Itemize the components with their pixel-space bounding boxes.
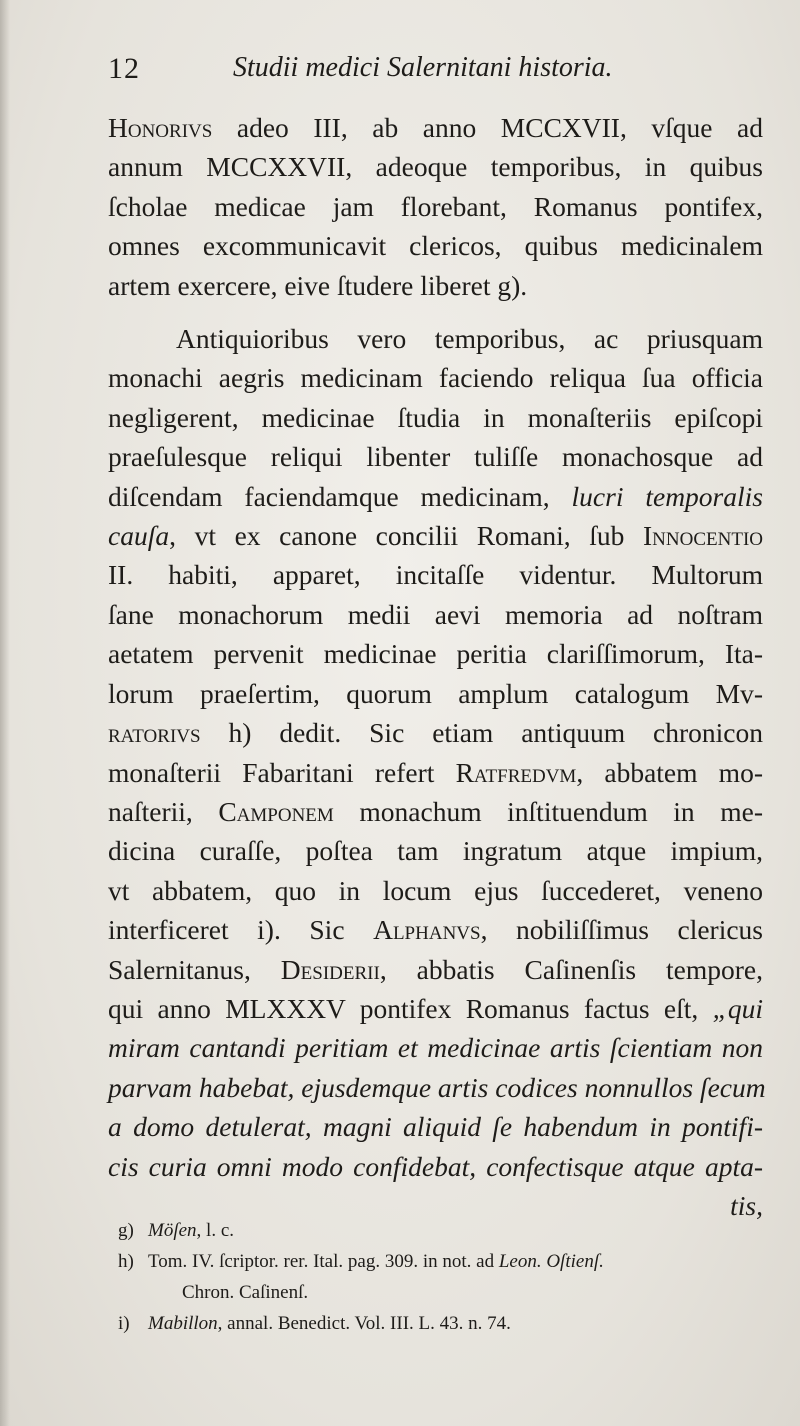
text-line: artem exercere, eive ſtudere liberet g). bbox=[108, 269, 528, 301]
footnote-author: Leon. Oſtienſ. bbox=[498, 1251, 604, 1272]
text-run: diſcendam faciendamque medicinam, bbox=[108, 480, 572, 512]
text-line: vt abbatem, quo in locum ejus ſuccederet, veneno bbox=[108, 874, 763, 906]
name-innocentius: Innocentio bbox=[643, 520, 763, 552]
footnote-marker: i) bbox=[118, 1313, 130, 1334]
footnote-h bbox=[118, 1246, 768, 1277]
text-line: a domo detulerat, magni aliquid ſe habendum in pontifi- bbox=[108, 1111, 763, 1143]
text-line: dicina curaſſe, poſtea tam ingratum atque impium, bbox=[108, 835, 763, 867]
footnote-marker: g) bbox=[118, 1220, 134, 1241]
paragraph-2 bbox=[108, 319, 766, 1225]
text-line: II. habiti, apparet, incitaſſe videntur. Multorum bbox=[108, 559, 763, 591]
text-run: naſterii, bbox=[108, 795, 219, 827]
text-run: monachum inſtituendum in me- bbox=[333, 795, 763, 827]
text-line: cis curia omni modo confidebat, confectisque atque apta- bbox=[108, 1150, 763, 1182]
name-ratfredus: Ratfredvm bbox=[455, 756, 577, 788]
name-campo: Camponem bbox=[218, 795, 334, 827]
footnote-h-continued: Chron. Caſinenſ. bbox=[182, 1282, 309, 1303]
catchword: tis, bbox=[730, 1189, 763, 1221]
text-line: negligerent, medicinae ſtudia in monaſteriis epiſcopi bbox=[108, 401, 763, 433]
footnote-marker: h) bbox=[118, 1251, 134, 1272]
footnote-g bbox=[118, 1215, 768, 1246]
name-desiderius: Desiderii bbox=[280, 953, 380, 985]
text-run: qui anno MLXXXV pontifex Romanus factus eſt, bbox=[108, 992, 713, 1024]
footnote-author: Mabillon bbox=[148, 1313, 218, 1334]
text-line: monachi aegris medicinam faciendo reliqua ſua officia bbox=[108, 362, 763, 394]
footnotes bbox=[118, 1215, 768, 1339]
running-head bbox=[108, 52, 760, 92]
text-line bbox=[108, 950, 763, 989]
text-line bbox=[108, 989, 763, 1028]
footnote-i bbox=[118, 1308, 768, 1339]
page-number: 12 bbox=[108, 52, 140, 85]
text-run: , nobiliſſimus clericus bbox=[480, 914, 764, 946]
text-line: annum MCCXXVII, adeoque temporibus, in quibus bbox=[108, 151, 763, 183]
text-line bbox=[108, 910, 763, 949]
running-title: Studii medici Salernitani historia. bbox=[233, 52, 613, 83]
text-run: adeo III, ab anno MCCXVII, vſque ad bbox=[212, 112, 763, 143]
text-line: ſcholae medicae jam florebant, Romanus pontifex, bbox=[108, 190, 763, 222]
text-line: ſane monachorum medii aevi memoria ad noſtram bbox=[108, 598, 763, 630]
text-line bbox=[108, 108, 763, 147]
text-line: praeſulesque reliqui libenter tuliſſe monachosque ad bbox=[108, 441, 763, 473]
italic-run: „qui bbox=[712, 992, 763, 1024]
text-run: monaſterii Fabaritani refert bbox=[108, 756, 456, 788]
text-line bbox=[108, 753, 763, 792]
footnote-text: Tom. IV. ſcriptor. rer. Ital. pag. 309. in not. ad bbox=[148, 1251, 499, 1272]
text-line: Antiquioribus vero temporibus, ac priusquam bbox=[176, 323, 763, 355]
text-line: miram cantandi peritiam et medicinae artis ſcientiam non bbox=[108, 1032, 763, 1064]
text-line: aetatem pervenit medicinae peritia clariſſimorum, Ita- bbox=[108, 638, 763, 670]
footnote-text: , l. c. bbox=[196, 1220, 235, 1241]
footnote-text: , annal. Benedict. Vol. III. L. 43. n. 74. bbox=[217, 1313, 511, 1334]
name-muratorius: ratorivs bbox=[108, 717, 201, 749]
text-line: parvam habebat, ejusdemque artis codices nonnullos ſecum bbox=[108, 1071, 766, 1103]
text-line: omnes excommunicavit clericos, quibus medicinalem bbox=[108, 230, 763, 262]
name-honorius: Honorivs bbox=[108, 112, 213, 143]
text-run: h) dedit. Sic etiam antiquum chronicon bbox=[200, 717, 763, 749]
text-line bbox=[108, 713, 763, 752]
paragraph-gap bbox=[108, 305, 763, 319]
text-run: interficeret i). Sic bbox=[108, 914, 374, 946]
footnote-author: Möſen bbox=[148, 1220, 197, 1241]
italic-run: lucri temporalis bbox=[571, 480, 763, 512]
text-run: , abbatis Caſinenſis tempore, bbox=[379, 953, 763, 985]
name-alphanus: Alphanvs bbox=[373, 914, 481, 946]
text-line bbox=[108, 516, 763, 555]
text-line bbox=[108, 792, 763, 831]
paragraph-1 bbox=[108, 108, 763, 305]
text-run: , abbatem mo- bbox=[576, 756, 763, 788]
body-text bbox=[108, 108, 766, 1225]
italic-run: cauſa bbox=[108, 520, 170, 552]
text-run: , vt ex canone concilii Romani, ſub bbox=[169, 520, 644, 552]
text-line: lorum praeſertim, quorum amplum catalogum Mv- bbox=[108, 677, 763, 709]
text-line bbox=[108, 477, 763, 516]
text-run: Salernitanus, bbox=[108, 953, 281, 985]
